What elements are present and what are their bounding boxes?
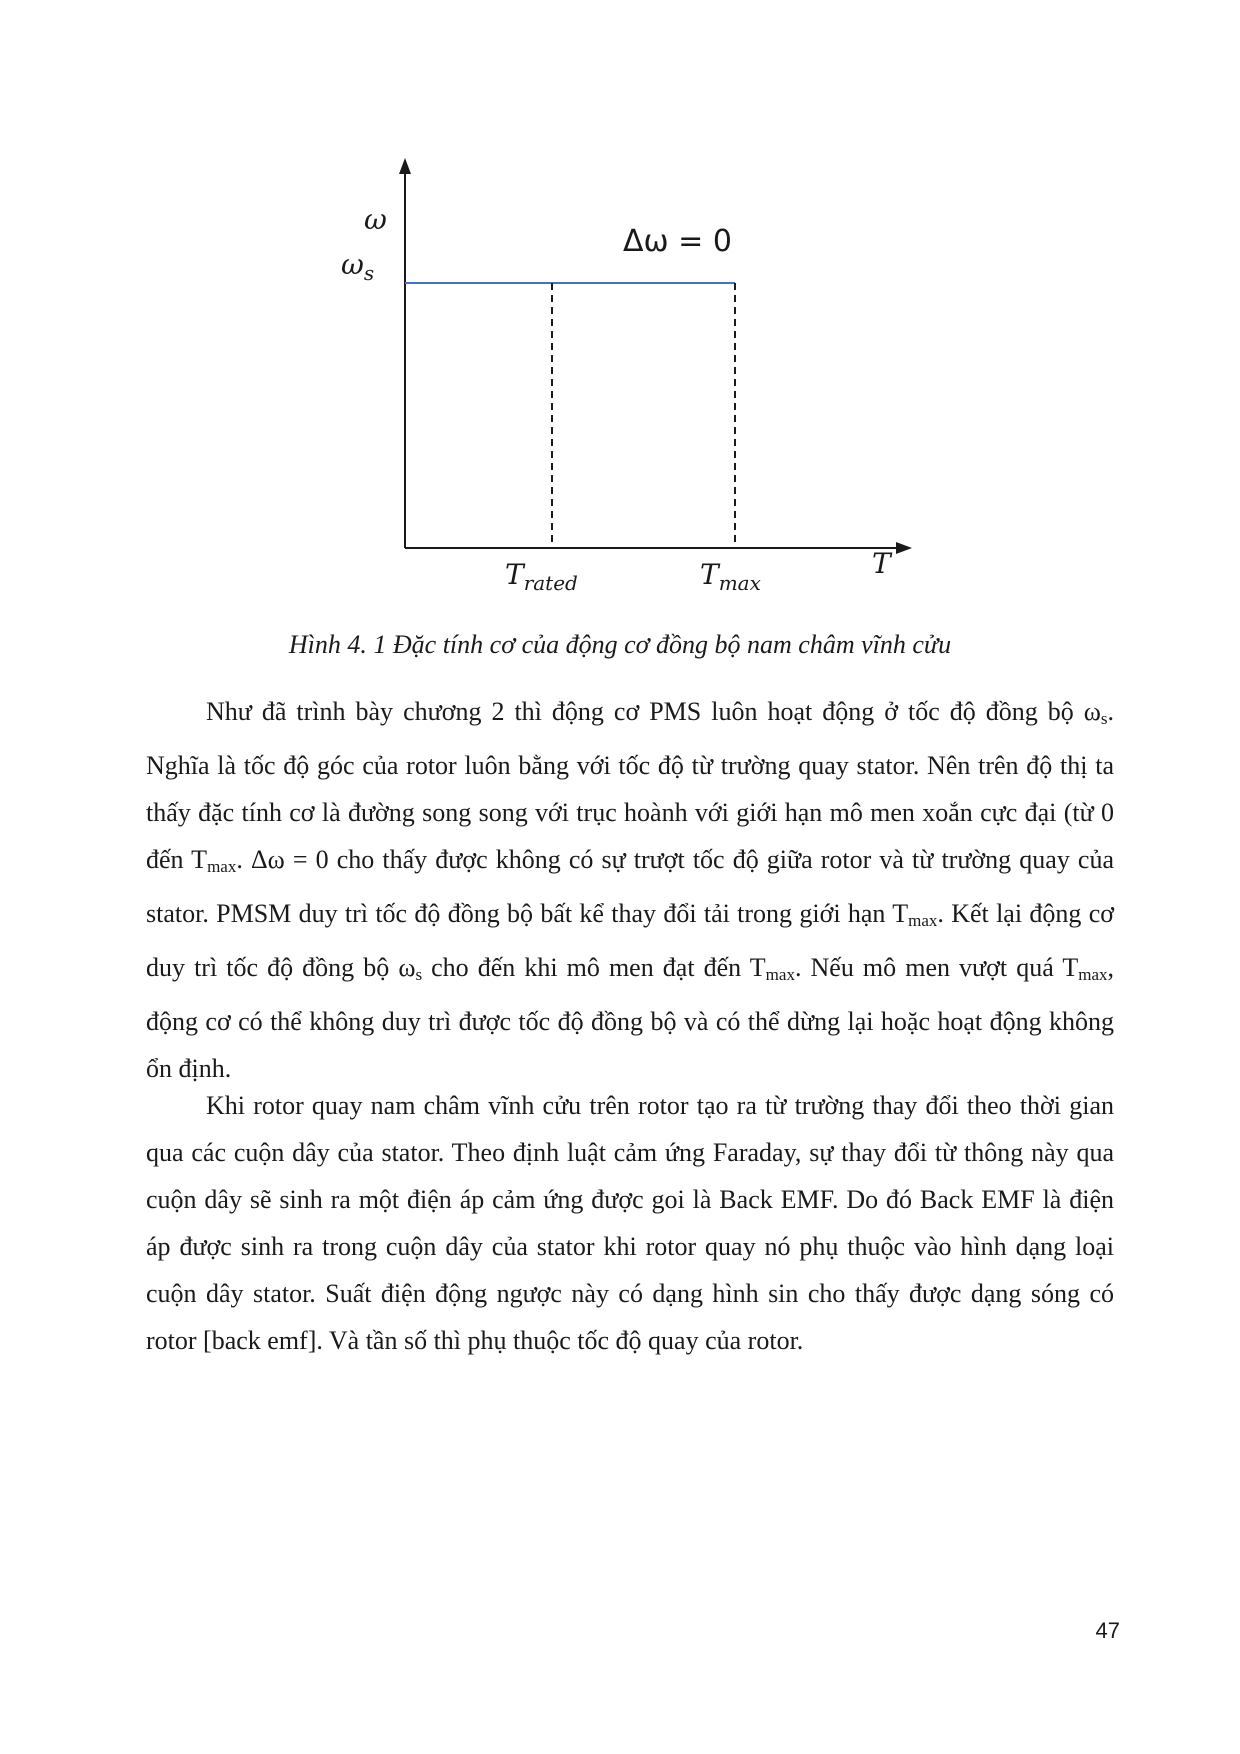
delta-omega-label: Δω = 0 — [623, 224, 732, 259]
t-max-label: $T_{max}$ — [700, 558, 761, 595]
x-axis-arrow — [896, 542, 912, 554]
y-axis-label: ω — [364, 203, 387, 236]
y-axis-arrow — [399, 158, 411, 174]
torque-speed-figure — [0, 0, 1240, 640]
figure-caption: Hình 4. 1 Đặc tính cơ của động cơ đồng bộ nam châm vĩnh cửu — [288, 630, 952, 659]
t-rated-label: $T_{rated}$ — [505, 558, 578, 595]
x-axis-label: T — [872, 547, 891, 580]
page-number: 47 — [1095, 1618, 1120, 1643]
paragraph-1: Như đã trình bày chương 2 thì động cơ PMS luôn hoạt động ở tốc độ đồng bộ $\omega_s$. Nghĩa là tốc độ góc của rotor luôn bằng với tốc độ từ trường quay stator. Nên trên độ thị ta thấy đặc tính cơ là đường song song với trục hoành với giới hạn mô men xoắn cực đại (từ 0 đến $T_{max}$. Δω = 0 cho thấy được không có sự trượt tốc độ giữa rotor và từ trường quay của stator. PMSM duy trì tốc độ đồng bộ bất kể thay đổi tải trong giới hạn $T_{max}$. Kết lại động cơ duy trì tốc độ đồng bộ $\omega_s$ cho đến khi mô men đạt đến $T_{max}$. Nếu mô men vượt quá $T_{max}$, động cơ có thể không duy trì được tốc độ đồng bộ và có thể dừng lại hoặc hoạt động không ổn định. — [146, 697, 1115, 1083]
ws-label: $\omega_s$ — [341, 248, 375, 285]
paragraph-2: Khi rotor quay nam châm vĩnh cửu trên rotor tạo ra từ trường thay đổi theo thời gian qua các cuộn dây của stator. Theo định luật cảm ứng Faraday, sự thay đổi từ thông này qua cuộn dây sẽ sinh ra một điện áp cảm ứng được goi là Back EMF. Do đó Back EMF là điện áp được sinh ra trong cuộn dây của stator khi rotor quay nó phụ thuộc vào hình dạng loại cuộn dây stator. Suất điện động ngược này có dạng hình sin cho thấy được dạng sóng có rotor [back emf]. Và tần số thì phụ thuộc tốc độ quay của rotor. — [146, 1091, 1114, 1355]
